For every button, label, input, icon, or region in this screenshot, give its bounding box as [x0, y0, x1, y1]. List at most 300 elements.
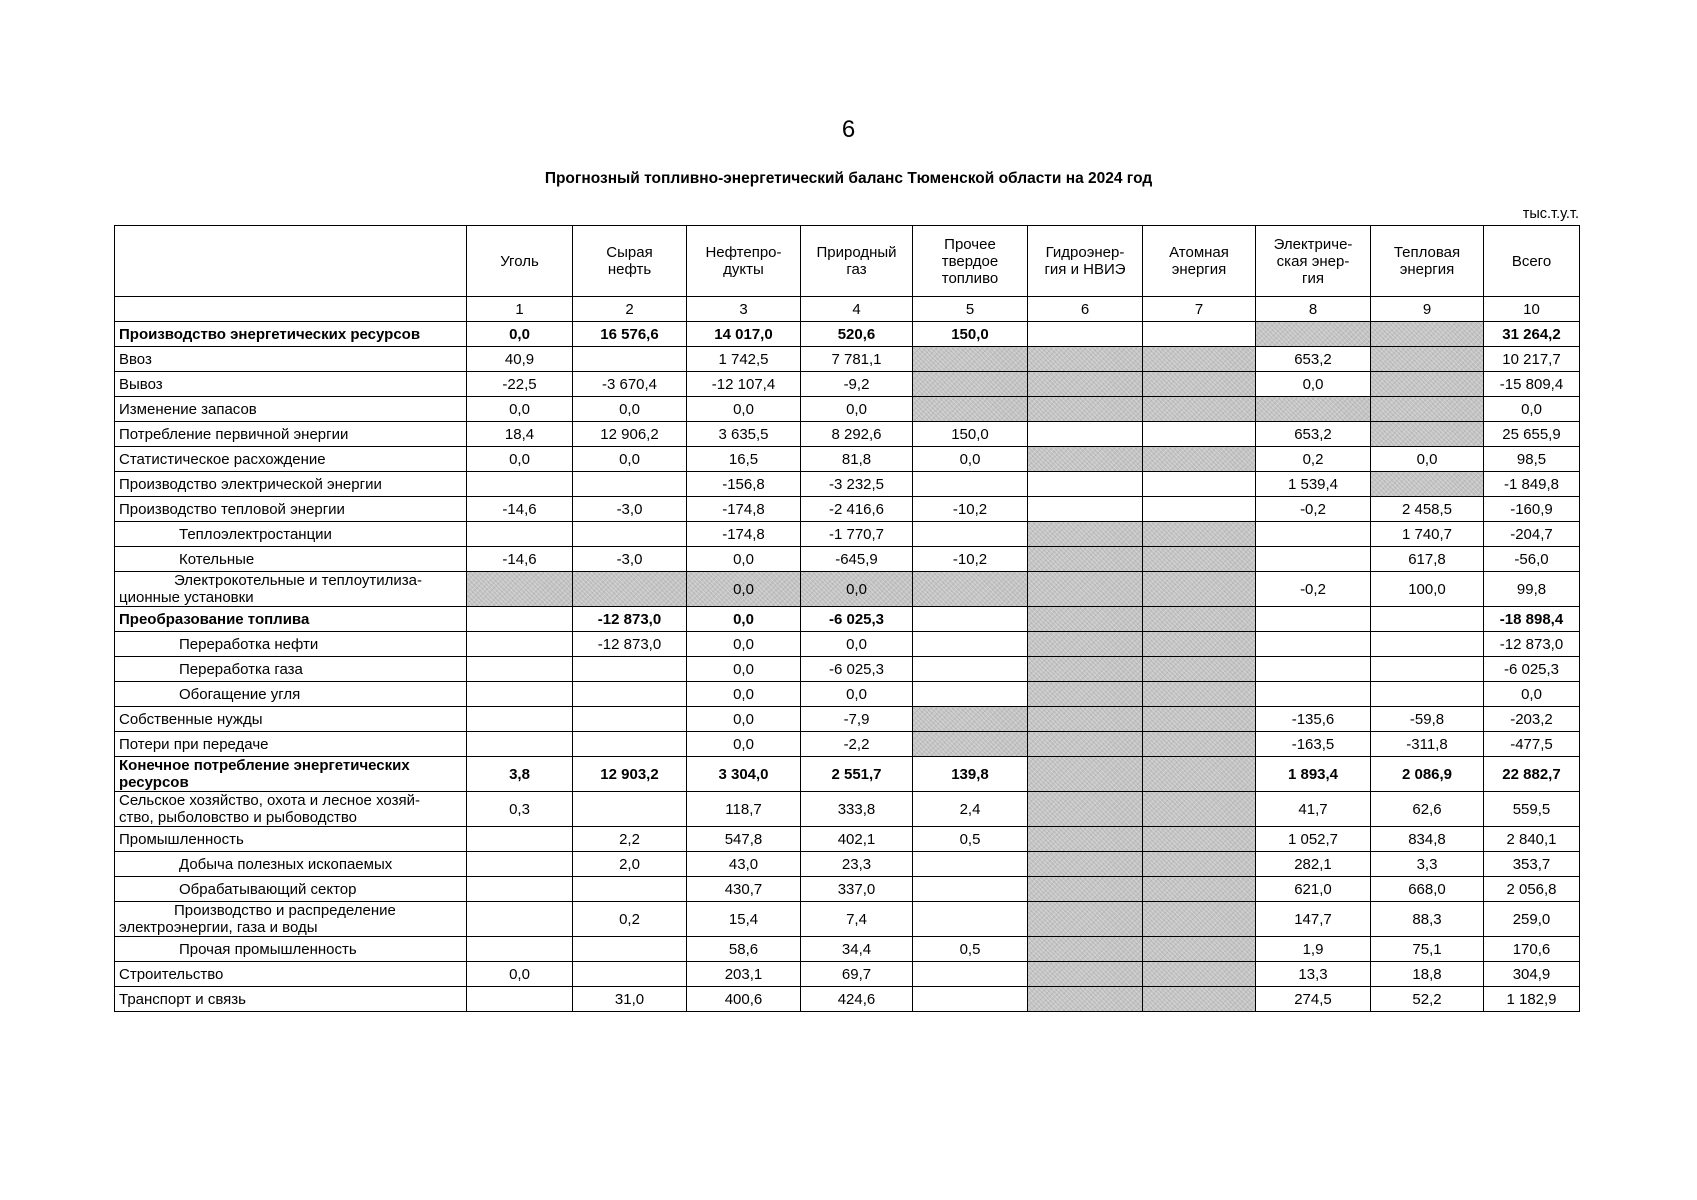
value-cell: -59,8	[1371, 707, 1484, 732]
table-row	[115, 757, 1580, 792]
value-cell	[1028, 347, 1143, 372]
units-label: тыс.т.у.т.	[1522, 206, 1579, 222]
value-cell	[467, 937, 573, 962]
row-label-line: Потери при передаче	[119, 735, 269, 753]
value-cell	[1256, 607, 1371, 632]
value-cell	[467, 472, 573, 497]
row-label	[115, 572, 467, 607]
value-cell: 22 882,7	[1484, 757, 1580, 792]
value-cell: 2,0	[573, 852, 687, 877]
value-cell	[1371, 632, 1484, 657]
value-cell	[1371, 422, 1484, 447]
value-cell: 16,5	[687, 447, 801, 472]
table-row	[115, 937, 1580, 962]
value-cell: 0,0	[801, 397, 913, 422]
column-header	[913, 226, 1028, 297]
value-cell	[1028, 937, 1143, 962]
row-label-line: Потребление первичной энергии	[119, 425, 349, 443]
value-cell: -174,8	[687, 522, 801, 547]
value-cell	[913, 852, 1028, 877]
row-label-line: Строительство	[119, 965, 224, 983]
value-cell: 0,0	[913, 447, 1028, 472]
row-label-line: ционные установки	[119, 589, 254, 606]
value-cell	[1028, 522, 1143, 547]
table-row	[115, 632, 1580, 657]
value-cell: -2,2	[801, 732, 913, 757]
value-cell: 424,6	[801, 987, 913, 1012]
value-cell: 2,4	[913, 792, 1028, 827]
row-label-line: Производство энергетических ресурсов	[119, 325, 421, 343]
value-cell: 3,8	[467, 757, 573, 792]
row-label	[115, 962, 467, 987]
value-cell: 653,2	[1256, 347, 1371, 372]
value-cell: 3,3	[1371, 852, 1484, 877]
column-number: 4	[801, 297, 913, 322]
row-label	[115, 682, 467, 707]
column-header-line: Уголь	[500, 252, 539, 270]
header-row	[115, 226, 1580, 297]
row-label-line: Переработка газа	[179, 660, 303, 678]
value-cell: 12 906,2	[573, 422, 687, 447]
row-label-line: ство, рыболовство и рыбоводство	[119, 809, 358, 826]
row-label-line: Переработка нефти	[179, 635, 319, 653]
value-cell	[467, 682, 573, 707]
value-cell: -7,9	[801, 707, 913, 732]
value-cell: 147,7	[1256, 902, 1371, 937]
value-cell: -12 873,0	[573, 632, 687, 657]
table-row	[115, 472, 1580, 497]
table-row	[115, 522, 1580, 547]
value-cell	[1028, 572, 1143, 607]
column-header	[801, 226, 913, 297]
value-cell	[1143, 852, 1256, 877]
value-cell: 41,7	[1256, 792, 1371, 827]
value-cell: 2 086,9	[1371, 757, 1484, 792]
value-cell	[573, 962, 687, 987]
value-cell	[913, 397, 1028, 422]
value-cell: 25 655,9	[1484, 422, 1580, 447]
value-cell: 0,0	[687, 707, 801, 732]
value-cell	[1256, 522, 1371, 547]
value-cell	[1143, 447, 1256, 472]
value-cell	[573, 792, 687, 827]
row-label-line: Обогащение угля	[179, 685, 301, 703]
value-cell	[467, 632, 573, 657]
column-header	[1256, 226, 1371, 297]
value-cell	[913, 902, 1028, 937]
value-cell: -1 770,7	[801, 522, 913, 547]
value-cell: 99,8	[1484, 572, 1580, 607]
value-cell	[1143, 572, 1256, 607]
value-cell	[573, 732, 687, 757]
value-cell: 0,0	[687, 657, 801, 682]
column-number: 6	[1028, 297, 1143, 322]
column-header-line: Гидроэнер-	[1045, 244, 1125, 261]
value-cell: 43,0	[687, 852, 801, 877]
value-cell	[1143, 472, 1256, 497]
value-cell	[1143, 877, 1256, 902]
value-cell	[1371, 682, 1484, 707]
value-cell: 15,4	[687, 902, 801, 937]
value-cell	[467, 572, 573, 607]
value-cell: -12 873,0	[1484, 632, 1580, 657]
value-cell: -3,0	[573, 497, 687, 522]
value-cell: 0,0	[1371, 447, 1484, 472]
value-cell	[1143, 987, 1256, 1012]
value-cell: -10,2	[913, 547, 1028, 572]
table-row	[115, 422, 1580, 447]
column-number: 9	[1371, 297, 1484, 322]
value-cell: -1 849,8	[1484, 472, 1580, 497]
value-cell: 520,6	[801, 322, 913, 347]
value-cell: 0,5	[913, 937, 1028, 962]
value-cell: -0,2	[1256, 497, 1371, 522]
value-cell	[1028, 792, 1143, 827]
table-row	[115, 827, 1580, 852]
column-header-line: энергия	[1399, 261, 1455, 278]
value-cell	[1028, 902, 1143, 937]
value-cell: 430,7	[687, 877, 801, 902]
value-cell	[1143, 792, 1256, 827]
value-cell: 333,8	[801, 792, 913, 827]
value-cell: 0,0	[1484, 397, 1580, 422]
row-label	[115, 472, 467, 497]
energy-balance-table	[114, 225, 1580, 1012]
value-cell: 304,9	[1484, 962, 1580, 987]
value-cell	[1028, 607, 1143, 632]
value-cell	[1028, 877, 1143, 902]
value-cell: 1 742,5	[687, 347, 801, 372]
value-cell: 0,2	[573, 902, 687, 937]
value-cell: -477,5	[1484, 732, 1580, 757]
value-cell: -204,7	[1484, 522, 1580, 547]
value-cell	[1028, 987, 1143, 1012]
value-cell: 58,6	[687, 937, 801, 962]
value-cell	[1371, 397, 1484, 422]
value-cell: 0,0	[687, 607, 801, 632]
value-cell: 18,8	[1371, 962, 1484, 987]
value-cell: 40,9	[467, 347, 573, 372]
column-header-line: Атомная	[1169, 244, 1229, 261]
value-cell: 0,0	[687, 682, 801, 707]
value-cell: 0,0	[687, 632, 801, 657]
value-cell	[913, 632, 1028, 657]
value-cell: -6 025,3	[801, 607, 913, 632]
value-cell	[1256, 632, 1371, 657]
value-cell: -645,9	[801, 547, 913, 572]
value-cell	[573, 572, 687, 607]
row-label	[115, 347, 467, 372]
value-cell: -160,9	[1484, 497, 1580, 522]
column-header-line: Тепловая	[1393, 244, 1461, 261]
value-cell: 18,4	[467, 422, 573, 447]
value-cell: -0,2	[1256, 572, 1371, 607]
value-cell	[467, 607, 573, 632]
value-cell: 0,0	[467, 322, 573, 347]
value-cell	[1028, 472, 1143, 497]
value-cell: 62,6	[1371, 792, 1484, 827]
value-cell: 1 052,7	[1256, 827, 1371, 852]
value-cell	[1028, 962, 1143, 987]
value-cell	[1143, 322, 1256, 347]
value-cell	[913, 572, 1028, 607]
row-label-line: Обрабатывающий сектор	[179, 880, 357, 898]
row-label-line: Производство и распределение	[174, 902, 396, 919]
value-cell	[1371, 322, 1484, 347]
value-cell: -135,6	[1256, 707, 1371, 732]
column-header-line: газ	[846, 261, 867, 278]
row-label-line: Собственные нужды	[119, 710, 263, 728]
value-cell: 139,8	[913, 757, 1028, 792]
value-cell	[913, 707, 1028, 732]
column-header-line: дукты	[723, 261, 764, 278]
value-cell	[1028, 707, 1143, 732]
table-row	[115, 792, 1580, 827]
column-header-line: Природный	[816, 244, 897, 261]
value-cell: 0,2	[1256, 447, 1371, 472]
column-header-line: топливо	[941, 269, 999, 287]
value-cell: -6 025,3	[1484, 657, 1580, 682]
value-cell: 0,0	[687, 732, 801, 757]
row-label	[115, 827, 467, 852]
value-cell: 16 576,6	[573, 322, 687, 347]
value-cell	[1143, 372, 1256, 397]
value-cell	[467, 827, 573, 852]
row-label-line: Электрокотельные и теплоутилиза-	[174, 572, 422, 589]
column-number: 7	[1143, 297, 1256, 322]
value-cell: 0,0	[801, 632, 913, 657]
value-cell	[1256, 682, 1371, 707]
value-cell	[1028, 632, 1143, 657]
value-cell: -311,8	[1371, 732, 1484, 757]
column-number: 1	[467, 297, 573, 322]
value-cell: -15 809,4	[1484, 372, 1580, 397]
row-label-line: Ввоз	[119, 350, 152, 368]
value-cell	[1028, 497, 1143, 522]
table-row	[115, 547, 1580, 572]
value-cell: 12 903,2	[573, 757, 687, 792]
value-cell	[1028, 447, 1143, 472]
value-cell	[467, 707, 573, 732]
row-label	[115, 732, 467, 757]
value-cell	[573, 522, 687, 547]
value-cell	[913, 682, 1028, 707]
column-header-line: энергия	[1171, 261, 1227, 278]
value-cell	[1143, 397, 1256, 422]
value-cell: 0,3	[467, 792, 573, 827]
column-header-line: твердое	[941, 252, 999, 270]
value-cell	[1028, 422, 1143, 447]
table-row	[115, 607, 1580, 632]
value-cell: 0,0	[687, 397, 801, 422]
value-cell	[1143, 902, 1256, 937]
value-cell: 402,1	[801, 827, 913, 852]
row-label-line: электроэнергии, газа и воды	[119, 919, 318, 936]
table-row	[115, 987, 1580, 1012]
value-cell: 2 458,5	[1371, 497, 1484, 522]
value-cell: -3 670,4	[573, 372, 687, 397]
value-cell	[467, 852, 573, 877]
value-cell: 23,3	[801, 852, 913, 877]
row-label-line: Сельское хозяйство, охота и лесное хозяй-	[119, 792, 420, 809]
value-cell: 547,8	[687, 827, 801, 852]
value-cell: 31 264,2	[1484, 322, 1580, 347]
column-header	[1028, 226, 1143, 297]
row-label-line: Промышленность	[119, 830, 244, 848]
column-header	[467, 226, 573, 297]
value-cell: 2 056,8	[1484, 877, 1580, 902]
column-header-line: Прочее	[944, 235, 996, 253]
value-cell: 14 017,0	[687, 322, 801, 347]
table-row	[115, 877, 1580, 902]
table-row	[115, 322, 1580, 347]
value-cell: -9,2	[801, 372, 913, 397]
value-cell: 0,0	[573, 447, 687, 472]
value-cell	[1256, 547, 1371, 572]
table-row	[115, 657, 1580, 682]
value-cell: 150,0	[913, 422, 1028, 447]
row-label-line: Добыча полезных ископаемых	[179, 855, 393, 873]
value-cell: -2 416,6	[801, 497, 913, 522]
table-row	[115, 347, 1580, 372]
value-cell	[1371, 607, 1484, 632]
value-cell	[573, 682, 687, 707]
value-cell	[1143, 682, 1256, 707]
value-cell: 69,7	[801, 962, 913, 987]
value-cell	[1371, 347, 1484, 372]
value-cell: 2 840,1	[1484, 827, 1580, 852]
column-header-line: гия и НВИЭ	[1044, 261, 1126, 278]
row-label	[115, 707, 467, 732]
value-cell: 0,0	[801, 682, 913, 707]
value-cell: 13,3	[1256, 962, 1371, 987]
value-cell	[1143, 732, 1256, 757]
value-cell	[913, 522, 1028, 547]
value-cell	[1028, 322, 1143, 347]
value-cell	[1028, 852, 1143, 877]
value-cell: 0,0	[687, 547, 801, 572]
value-cell	[913, 877, 1028, 902]
column-number: 2	[573, 297, 687, 322]
page-number: 6	[841, 116, 856, 143]
value-cell: 259,0	[1484, 902, 1580, 937]
row-label	[115, 322, 467, 347]
value-cell	[573, 472, 687, 497]
value-cell	[1371, 657, 1484, 682]
value-cell: 274,5	[1256, 987, 1371, 1012]
table-row	[115, 397, 1580, 422]
value-cell: 834,8	[1371, 827, 1484, 852]
value-cell	[1143, 522, 1256, 547]
value-cell: 1 893,4	[1256, 757, 1371, 792]
row-label-line: Изменение запасов	[119, 400, 257, 418]
value-cell: 88,3	[1371, 902, 1484, 937]
table-row	[115, 852, 1580, 877]
value-cell: 2,2	[573, 827, 687, 852]
column-number-corner	[115, 297, 467, 322]
value-cell: -6 025,3	[801, 657, 913, 682]
value-cell	[913, 607, 1028, 632]
table-row	[115, 372, 1580, 397]
value-cell: 400,6	[687, 987, 801, 1012]
value-cell	[1028, 657, 1143, 682]
value-cell: 8 292,6	[801, 422, 913, 447]
value-cell	[1256, 322, 1371, 347]
value-cell	[467, 987, 573, 1012]
value-cell: 150,0	[913, 322, 1028, 347]
value-cell: 559,5	[1484, 792, 1580, 827]
value-cell: 0,0	[467, 962, 573, 987]
row-label	[115, 792, 467, 827]
row-label	[115, 372, 467, 397]
column-header	[1371, 226, 1484, 297]
value-cell: 1 740,7	[1371, 522, 1484, 547]
value-cell: 0,0	[687, 572, 801, 607]
row-label-line: Преобразование топлива	[119, 610, 310, 628]
column-header-line: ская энер-	[1276, 252, 1350, 270]
value-cell	[1143, 347, 1256, 372]
value-cell	[913, 372, 1028, 397]
column-header-line: гия	[1302, 269, 1324, 287]
value-cell: 353,7	[1484, 852, 1580, 877]
value-cell	[1256, 397, 1371, 422]
row-label-line: ресурсов	[119, 774, 189, 791]
value-cell	[1143, 757, 1256, 792]
value-cell: -156,8	[687, 472, 801, 497]
column-header-line: Нефтепро-	[705, 244, 782, 261]
row-label	[115, 852, 467, 877]
value-cell	[913, 472, 1028, 497]
table-body	[115, 322, 1580, 1012]
value-cell	[913, 347, 1028, 372]
value-cell	[1143, 827, 1256, 852]
value-cell	[1143, 422, 1256, 447]
value-cell	[913, 987, 1028, 1012]
value-cell	[1028, 372, 1143, 397]
value-cell: 118,7	[687, 792, 801, 827]
column-header	[573, 226, 687, 297]
value-cell: 1 539,4	[1256, 472, 1371, 497]
value-cell: -12 873,0	[573, 607, 687, 632]
value-cell: -3,0	[573, 547, 687, 572]
value-cell	[467, 657, 573, 682]
row-label-line: Вывоз	[119, 375, 163, 393]
value-cell: 0,5	[913, 827, 1028, 852]
value-cell	[573, 657, 687, 682]
row-label	[115, 497, 467, 522]
column-number: 3	[687, 297, 801, 322]
value-cell: 7 781,1	[801, 347, 913, 372]
value-cell	[1028, 682, 1143, 707]
value-cell: 337,0	[801, 877, 913, 902]
row-label	[115, 632, 467, 657]
row-label	[115, 447, 467, 472]
value-cell: -3 232,5	[801, 472, 913, 497]
value-cell: -174,8	[687, 497, 801, 522]
value-cell: 1,9	[1256, 937, 1371, 962]
value-cell: 1 182,9	[1484, 987, 1580, 1012]
value-cell	[1143, 707, 1256, 732]
value-cell: 2 551,7	[801, 757, 913, 792]
column-header-line: нефть	[607, 261, 652, 278]
row-label-line: Производство электрической энергии	[119, 475, 382, 493]
row-label	[115, 547, 467, 572]
value-cell	[1028, 397, 1143, 422]
value-cell	[573, 877, 687, 902]
row-label	[115, 757, 467, 792]
value-cell	[467, 522, 573, 547]
table-row	[115, 682, 1580, 707]
